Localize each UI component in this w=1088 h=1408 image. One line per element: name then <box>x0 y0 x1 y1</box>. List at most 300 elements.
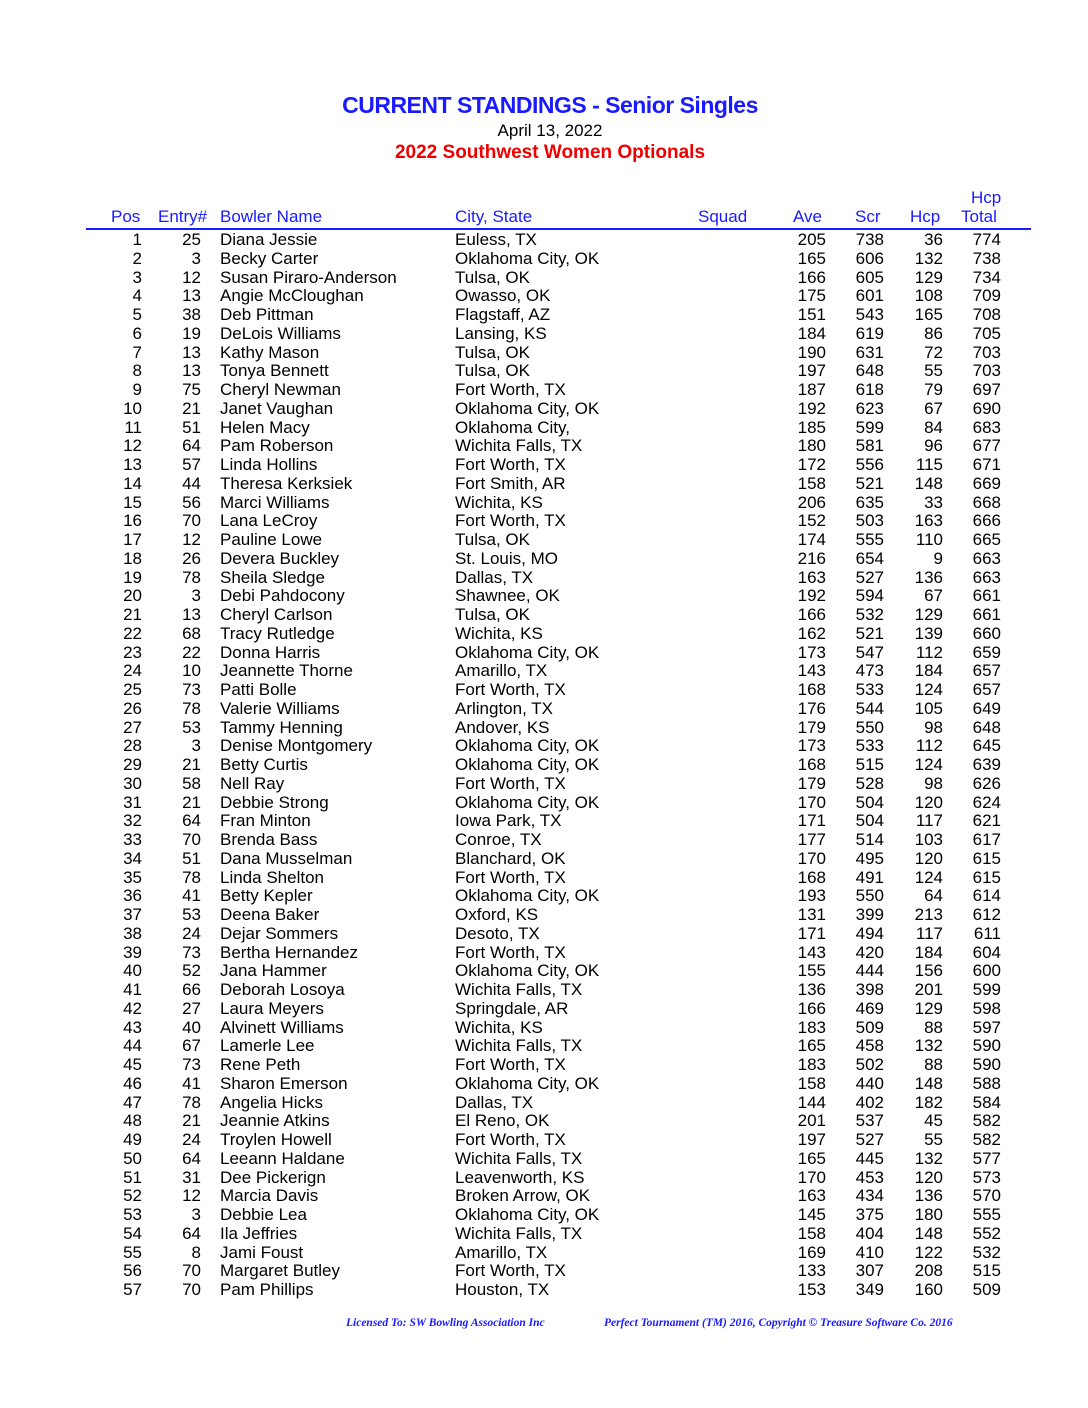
cell-hcp-total: 659 <box>972 642 1001 662</box>
table-row <box>0 625 1088 644</box>
cell-average: 173 <box>797 642 826 662</box>
table-row <box>0 569 1088 588</box>
cell-entry: 12 <box>182 530 201 549</box>
cell-city-state: Wichita, KS <box>455 492 543 512</box>
cell-pos: 16 <box>123 511 142 531</box>
cell-average: 136 <box>797 980 826 999</box>
cell-hcp-total: 690 <box>972 398 1001 418</box>
cell-average: 166 <box>797 267 826 287</box>
cell-city-state: El Reno, OK <box>455 1111 550 1131</box>
cell-average: 206 <box>797 492 826 512</box>
col-header-ave: Ave <box>793 207 822 226</box>
cell-average: 165 <box>797 248 826 268</box>
cell-handicap: 117 <box>915 923 943 943</box>
cell-bowler-name: Cheryl Newman <box>220 380 341 399</box>
cell-hcp-total: 573 <box>972 1167 1001 1187</box>
cell-hcp-total: 709 <box>972 286 1001 306</box>
cell-handicap: 201 <box>914 980 943 999</box>
cell-city-state: Tulsa, OK <box>455 605 530 624</box>
cell-city-state: Fort Worth, TX <box>455 1130 566 1149</box>
cell-entry: 24 <box>182 923 201 943</box>
cell-bowler-name: Jana Hammer <box>220 961 327 981</box>
cell-average: 131 <box>797 905 826 924</box>
cell-city-state: Flagstaff, AZ <box>455 305 551 324</box>
cell-entry: 12 <box>182 1186 201 1206</box>
cell-entry: 41 <box>182 886 201 906</box>
cell-city-state: Fort Worth, TX <box>455 867 566 887</box>
cell-bowler-name: Debbie Lea <box>220 1205 307 1224</box>
cell-pos: 44 <box>123 1036 142 1056</box>
cell-scratch: 495 <box>855 848 884 868</box>
cell-bowler-name: Denise Montgomery <box>220 736 373 756</box>
cell-bowler-name: Devera Buckley <box>220 548 340 568</box>
cell-city-state: Wichita Falls, TX <box>455 1148 583 1168</box>
cell-city-state: Wichita, KS <box>455 1017 543 1037</box>
cell-pos: 40 <box>123 961 142 981</box>
cell-bowler-name: Betty Curtis <box>220 755 308 774</box>
cell-average: 174 <box>797 530 826 549</box>
cell-pos: 4 <box>132 286 142 306</box>
cell-pos: 3 <box>132 267 142 287</box>
cell-bowler-name: Jeannette Thorne <box>220 661 353 681</box>
table-row <box>0 1075 1088 1094</box>
cell-city-state: Oklahoma City, OK <box>455 1073 600 1093</box>
cell-entry: 38 <box>182 305 201 324</box>
cell-bowler-name: Linda Hollins <box>220 455 318 474</box>
cell-pos: 48 <box>123 1111 142 1131</box>
cell-average: 216 <box>797 548 826 568</box>
cell-handicap: 148 <box>914 473 943 493</box>
cell-entry: 53 <box>182 905 201 924</box>
table-row <box>0 231 1088 250</box>
cell-city-state: Broken Arrow, OK <box>455 1186 591 1206</box>
cell-bowler-name: Angie McCloughan <box>220 286 364 306</box>
cell-pos: 2 <box>132 248 142 268</box>
cell-entry: 64 <box>182 1148 201 1168</box>
cell-scratch: 631 <box>855 342 884 362</box>
cell-handicap: 67 <box>924 398 943 418</box>
cell-city-state: Tulsa, OK <box>455 530 530 549</box>
cell-hcp-total: 611 <box>973 923 1001 943</box>
cell-city-state: Blanchard, OK <box>455 848 566 868</box>
table-row <box>0 1262 1088 1281</box>
cell-hcp-total: 639 <box>972 755 1001 774</box>
cell-city-state: St. Louis, MO <box>455 548 558 568</box>
cell-average: 187 <box>797 380 826 399</box>
cell-handicap: 148 <box>914 1223 943 1243</box>
cell-entry: 13 <box>182 286 201 306</box>
cell-scratch: 469 <box>855 998 884 1018</box>
cell-hcp-total: 590 <box>972 1036 1001 1056</box>
cell-scratch: 547 <box>855 642 884 662</box>
cell-pos: 17 <box>123 530 142 549</box>
table-row <box>0 606 1088 625</box>
cell-pos: 18 <box>123 548 142 568</box>
cell-scratch: 533 <box>855 680 884 699</box>
cell-handicap: 55 <box>924 1130 943 1149</box>
cell-average: 152 <box>797 511 826 531</box>
cell-city-state: Springdale, AR <box>455 998 569 1018</box>
cell-pos: 9 <box>132 380 142 399</box>
cell-bowler-name: Tammy Henning <box>220 717 343 737</box>
cell-handicap: 103 <box>914 830 943 849</box>
cell-hcp-total: 626 <box>972 773 1001 793</box>
cell-city-state: Oklahoma City, OK <box>455 886 600 906</box>
cell-bowler-name: Troylen Howell <box>220 1130 332 1149</box>
table-row <box>0 1281 1088 1300</box>
cell-handicap: 117 <box>915 811 943 831</box>
cell-handicap: 84 <box>924 417 943 437</box>
table-row <box>0 831 1088 850</box>
cell-pos: 43 <box>123 1017 142 1037</box>
cell-average: 176 <box>797 698 826 718</box>
cell-average: 153 <box>797 1280 826 1299</box>
cell-city-state: Fort Worth, TX <box>455 380 566 399</box>
col-header-squad: Squad <box>698 207 748 226</box>
cell-handicap: 105 <box>914 698 943 718</box>
cell-entry: 70 <box>182 511 201 531</box>
cell-scratch: 420 <box>855 942 884 962</box>
cell-city-state: Oklahoma City, OK <box>455 755 600 774</box>
table-row <box>0 456 1088 475</box>
cell-scratch: 606 <box>855 248 884 268</box>
cell-average: 144 <box>797 1092 826 1112</box>
cell-city-state: Wichita Falls, TX <box>455 1223 583 1243</box>
cell-scratch: 440 <box>855 1073 884 1093</box>
cell-scratch: 375 <box>855 1205 884 1224</box>
cell-bowler-name: Becky Carter <box>220 248 319 268</box>
table-row <box>0 512 1088 531</box>
cell-average: 205 <box>797 230 826 249</box>
cell-average: 145 <box>797 1205 826 1224</box>
table-row <box>0 1206 1088 1225</box>
cell-average: 177 <box>797 830 826 849</box>
cell-pos: 27 <box>123 717 142 737</box>
cell-average: 193 <box>797 886 826 906</box>
cell-pos: 22 <box>123 623 142 643</box>
cell-entry: 3 <box>191 1205 201 1224</box>
cell-city-state: Houston, TX <box>455 1280 550 1299</box>
cell-city-state: Owasso, OK <box>455 286 551 306</box>
cell-entry: 13 <box>182 342 201 362</box>
cell-hcp-total: 734 <box>972 267 1001 287</box>
cell-entry: 73 <box>182 1055 201 1074</box>
cell-average: 183 <box>797 1017 826 1037</box>
cell-average: 170 <box>797 848 826 868</box>
cell-entry: 3 <box>191 586 201 606</box>
cell-hcp-total: 645 <box>972 736 1001 756</box>
cell-average: 183 <box>797 1055 826 1074</box>
cell-average: 180 <box>797 436 826 456</box>
table-row <box>0 981 1088 1000</box>
cell-pos: 50 <box>123 1148 142 1168</box>
cell-scratch: 533 <box>855 736 884 756</box>
table-row <box>0 1037 1088 1056</box>
cell-bowler-name: Lamerle Lee <box>220 1036 315 1056</box>
cell-pos: 28 <box>123 736 142 756</box>
cell-average: 158 <box>797 473 826 493</box>
cell-handicap: 115 <box>915 455 943 474</box>
cell-scratch: 458 <box>855 1036 884 1056</box>
cell-average: 166 <box>797 605 826 624</box>
cell-scratch: 307 <box>855 1261 884 1281</box>
cell-handicap: 182 <box>914 1092 943 1112</box>
cell-city-state: Tulsa, OK <box>455 342 530 362</box>
table-row <box>0 869 1088 888</box>
table-row <box>0 344 1088 363</box>
cell-pos: 39 <box>123 942 142 962</box>
cell-bowler-name: Dejar Sommers <box>220 923 339 943</box>
cell-scratch: 550 <box>855 717 884 737</box>
table-row <box>0 362 1088 381</box>
table-row <box>0 681 1088 700</box>
cell-scratch: 599 <box>855 417 884 437</box>
cell-scratch: 527 <box>855 567 884 587</box>
cell-scratch: 473 <box>855 661 884 681</box>
table-row <box>0 850 1088 869</box>
cell-bowler-name: Susan Piraro-Anderson <box>220 267 397 287</box>
cell-bowler-name: Dana Musselman <box>220 848 353 868</box>
cell-hcp-total: 621 <box>972 811 1001 831</box>
cell-hcp-total: 657 <box>972 661 1001 681</box>
cell-handicap: 129 <box>914 267 943 287</box>
col-header-hcp: Hcp <box>910 207 941 226</box>
cell-city-state: Fort Worth, TX <box>455 773 566 793</box>
cell-entry: 64 <box>182 436 201 456</box>
cell-scratch: 410 <box>855 1242 884 1262</box>
cell-hcp-total: 515 <box>972 1261 1001 1281</box>
cell-entry: 73 <box>182 942 201 962</box>
cell-city-state: Amarillo, TX <box>455 661 548 681</box>
cell-entry: 56 <box>182 492 201 512</box>
cell-entry: 66 <box>182 980 201 999</box>
footer-copyright: Perfect Tournament (TM) 2016, Copyright © Treasure Software Co. 2016 <box>604 1317 953 1329</box>
cell-entry: 21 <box>182 755 201 774</box>
cell-handicap: 55 <box>924 361 943 381</box>
cell-hcp-total: 671 <box>972 455 1001 474</box>
cell-hcp-total: 588 <box>972 1073 1001 1093</box>
cell-scratch: 515 <box>855 755 884 774</box>
cell-bowler-name: Dee Pickerign <box>220 1167 326 1187</box>
cell-city-state: Fort Worth, TX <box>455 942 566 962</box>
cell-hcp-total: 552 <box>972 1223 1001 1243</box>
cell-scratch: 544 <box>855 698 884 718</box>
cell-entry: 24 <box>182 1130 201 1149</box>
cell-entry: 31 <box>182 1167 201 1187</box>
cell-bowler-name: Pauline Lowe <box>220 530 323 549</box>
table-row <box>0 494 1088 513</box>
cell-scratch: 550 <box>855 886 884 906</box>
cell-bowler-name: Pam Roberson <box>220 436 334 456</box>
cell-entry: 78 <box>182 698 201 718</box>
cell-bowler-name: Deborah Losoya <box>220 980 345 999</box>
cell-scratch: 527 <box>855 1130 884 1149</box>
cell-average: 179 <box>797 717 826 737</box>
cell-average: 201 <box>797 1111 826 1131</box>
cell-city-state: Euless, TX <box>455 230 537 249</box>
cell-hcp-total: 597 <box>972 1017 1001 1037</box>
cell-scratch: 434 <box>855 1186 884 1206</box>
cell-entry: 53 <box>182 717 201 737</box>
table-row <box>0 419 1088 438</box>
cell-entry: 64 <box>182 811 201 831</box>
cell-average: 155 <box>797 961 826 981</box>
cell-scratch: 555 <box>855 530 884 549</box>
cell-hcp-total: 661 <box>972 605 1001 624</box>
cell-scratch: 404 <box>855 1223 884 1243</box>
table-row <box>0 756 1088 775</box>
cell-hcp-total: 612 <box>972 905 1001 924</box>
cell-entry: 70 <box>182 1280 201 1299</box>
cell-pos: 35 <box>123 867 142 887</box>
cell-scratch: 581 <box>855 436 884 456</box>
cell-pos: 14 <box>123 473 142 493</box>
cell-hcp-total: 665 <box>972 530 1001 549</box>
cell-hcp-total: 615 <box>972 867 1001 887</box>
cell-handicap: 64 <box>924 886 943 906</box>
cell-pos: 29 <box>123 755 142 774</box>
cell-entry: 27 <box>182 998 201 1018</box>
cell-average: 190 <box>797 342 826 362</box>
cell-entry: 44 <box>182 473 201 493</box>
cell-hcp-total: 661 <box>972 586 1001 606</box>
cell-hcp-total: 624 <box>972 792 1001 812</box>
cell-scratch: 444 <box>855 961 884 981</box>
cell-bowler-name: Donna Harris <box>220 642 321 662</box>
cell-pos: 45 <box>123 1055 142 1074</box>
cell-pos: 10 <box>123 398 142 418</box>
cell-entry: 51 <box>182 848 201 868</box>
cell-city-state: Fort Worth, TX <box>455 1261 566 1281</box>
cell-scratch: 543 <box>855 305 884 324</box>
cell-pos: 32 <box>123 811 142 831</box>
cell-bowler-name: Ila Jeffries <box>220 1223 298 1243</box>
cell-handicap: 160 <box>914 1280 943 1299</box>
table-row <box>0 325 1088 344</box>
table-row <box>0 719 1088 738</box>
cell-handicap: 136 <box>914 567 943 587</box>
cell-bowler-name: Laura Meyers <box>220 998 324 1018</box>
cell-pos: 23 <box>123 642 142 662</box>
cell-average: 163 <box>797 1186 826 1206</box>
cell-pos: 49 <box>123 1130 142 1149</box>
cell-scratch: 601 <box>855 286 884 306</box>
cell-pos: 25 <box>123 680 142 699</box>
cell-pos: 56 <box>123 1261 142 1281</box>
cell-pos: 53 <box>123 1205 142 1224</box>
cell-entry: 78 <box>182 567 201 587</box>
cell-bowler-name: Deena Baker <box>220 905 320 924</box>
cell-hcp-total: 663 <box>972 548 1001 568</box>
col-header-city: City, State <box>455 207 533 226</box>
cell-hcp-total: 738 <box>972 248 1001 268</box>
table-row <box>0 737 1088 756</box>
cell-scratch: 402 <box>855 1092 884 1112</box>
cell-average: 197 <box>797 361 826 381</box>
cell-handicap: 136 <box>914 1186 943 1206</box>
table-row <box>0 287 1088 306</box>
tournament-name: 2022 Southwest Women Optionals <box>394 142 706 163</box>
cell-entry: 78 <box>182 867 201 887</box>
cell-hcp-total: 677 <box>972 436 1001 456</box>
cell-handicap: 88 <box>924 1055 943 1074</box>
cell-hcp-total: 697 <box>972 380 1001 399</box>
cell-pos: 1 <box>132 230 142 249</box>
cell-pos: 51 <box>123 1167 142 1187</box>
table-row <box>0 587 1088 606</box>
cell-city-state: Andover, KS <box>455 717 550 737</box>
cell-handicap: 98 <box>924 773 943 793</box>
table-row <box>0 269 1088 288</box>
cell-handicap: 132 <box>914 1036 943 1056</box>
cell-scratch: 491 <box>855 867 884 887</box>
cell-handicap: 88 <box>924 1017 943 1037</box>
cell-hcp-total: 703 <box>972 342 1001 362</box>
cell-pos: 19 <box>123 567 142 587</box>
cell-hcp-total: 604 <box>972 942 1001 962</box>
cell-hcp-total: 703 <box>972 361 1001 381</box>
table-row <box>0 1187 1088 1206</box>
cell-handicap: 110 <box>915 530 943 549</box>
cell-pos: 30 <box>123 773 142 793</box>
cell-scratch: 738 <box>855 230 884 249</box>
cell-scratch: 528 <box>855 773 884 793</box>
cell-city-state: Oxford, KS <box>455 905 539 924</box>
col-header-scr: Scr <box>855 207 881 226</box>
cell-entry: 64 <box>182 1223 201 1243</box>
cell-entry: 40 <box>182 1017 201 1037</box>
cell-bowler-name: Debi Pahdocony <box>220 586 345 606</box>
cell-bowler-name: Sharon Emerson <box>220 1073 348 1093</box>
cell-city-state: Shawnee, OK <box>455 586 560 606</box>
cell-scratch: 623 <box>855 398 884 418</box>
cell-scratch: 399 <box>855 905 884 924</box>
cell-city-state: Dallas, TX <box>455 1092 534 1112</box>
cell-entry: 67 <box>182 1036 201 1056</box>
cell-handicap: 163 <box>914 511 943 531</box>
table-row <box>0 925 1088 944</box>
cell-handicap: 180 <box>914 1205 943 1224</box>
cell-handicap: 156 <box>914 961 943 981</box>
cell-hcp-total: 582 <box>972 1111 1001 1131</box>
col-header-hcp-total-top: Hcp <box>971 188 1002 207</box>
cell-hcp-total: 615 <box>972 848 1001 868</box>
cell-bowler-name: Janet Vaughan <box>220 398 334 418</box>
table-row <box>0 775 1088 794</box>
cell-bowler-name: Bertha Hernandez <box>220 942 358 962</box>
table-row <box>0 944 1088 963</box>
cell-bowler-name: Alvinett Williams <box>220 1017 344 1037</box>
cell-average: 165 <box>797 1148 826 1168</box>
cell-entry: 70 <box>182 1261 201 1281</box>
cell-city-state: Oklahoma City, OK <box>455 642 600 662</box>
cell-entry: 73 <box>182 680 201 699</box>
cell-city-state: Oklahoma City, OK <box>455 398 600 418</box>
cell-bowler-name: Marci Williams <box>220 492 330 512</box>
cell-entry: 13 <box>182 361 201 381</box>
table-row <box>0 700 1088 719</box>
cell-bowler-name: Pam Phillips <box>220 1280 314 1299</box>
cell-hcp-total: 598 <box>972 998 1001 1018</box>
cell-entry: 57 <box>182 455 201 474</box>
cell-city-state: Dallas, TX <box>455 567 534 587</box>
cell-average: 170 <box>797 792 826 812</box>
cell-hcp-total: 509 <box>972 1280 1001 1299</box>
cell-bowler-name: Lana LeCroy <box>220 511 318 531</box>
cell-handicap: 122 <box>914 1242 943 1262</box>
cell-pos: 31 <box>123 792 142 812</box>
table-row <box>0 475 1088 494</box>
